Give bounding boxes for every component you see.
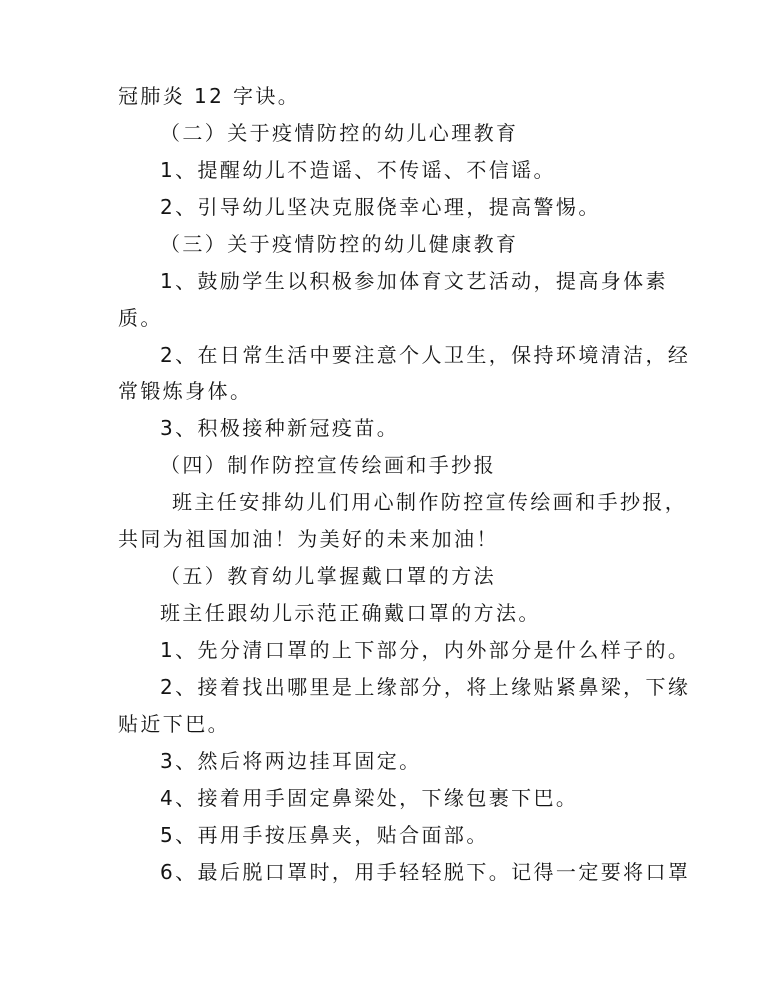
text-line-continuation: 冠肺炎 12 字诀。: [118, 84, 301, 108]
list-item: 1、先分清口罩的上下部分，内外部分是什么样子的。: [160, 638, 691, 662]
list-item: 1、鼓励学生以积极参加体育文艺活动，提高身体素: [160, 269, 668, 293]
list-item: 4、接着用手固定鼻梁处，下缘包裹下巴。: [160, 786, 579, 810]
list-item: 5、再用手按压鼻夹，贴合面部。: [160, 823, 489, 847]
text-line-continuation: 共同为祖国加油！为美好的未来加油！: [118, 527, 499, 551]
text-line-continuation: 贴近下巴。: [118, 712, 230, 736]
list-item: 2、接着找出哪里是上缘部分，将上缘贴紧鼻梁，下缘: [160, 675, 691, 699]
list-item: 3、积极接种新冠疫苗。: [160, 416, 400, 440]
section-heading-3: （三）关于疫情防控的幼儿健康教育: [160, 232, 519, 256]
paragraph-line: 班主任跟幼儿示范正确戴口罩的方法。: [160, 601, 541, 625]
list-item: 6、最后脱口罩时，用手轻轻脱下。记得一定要将口罩: [160, 860, 691, 884]
text-line-continuation: 常锻炼身体。: [118, 379, 253, 403]
list-item: 2、在日常生活中要注意个人卫生，保持环境清洁，经: [160, 343, 691, 367]
text-line-continuation: 质。: [118, 306, 163, 330]
section-heading-4: （四）制作防控宣传绘画和手抄报: [160, 453, 496, 477]
list-item: 1、提醒幼儿不造谣、不传谣、不信谣。: [160, 158, 556, 182]
list-item: 3、然后将两边挂耳固定。: [160, 749, 422, 773]
section-heading-5: （五）教育幼儿掌握戴口罩的方法: [160, 564, 496, 588]
list-item: 2、引导幼儿坚决克服侥幸心理，提高警惕。: [160, 195, 601, 219]
paragraph-line: 班主任安排幼儿们用心制作防控宣传绘画和手抄报，: [172, 490, 688, 514]
section-heading-2: （二）关于疫情防控的幼儿心理教育: [160, 121, 519, 145]
